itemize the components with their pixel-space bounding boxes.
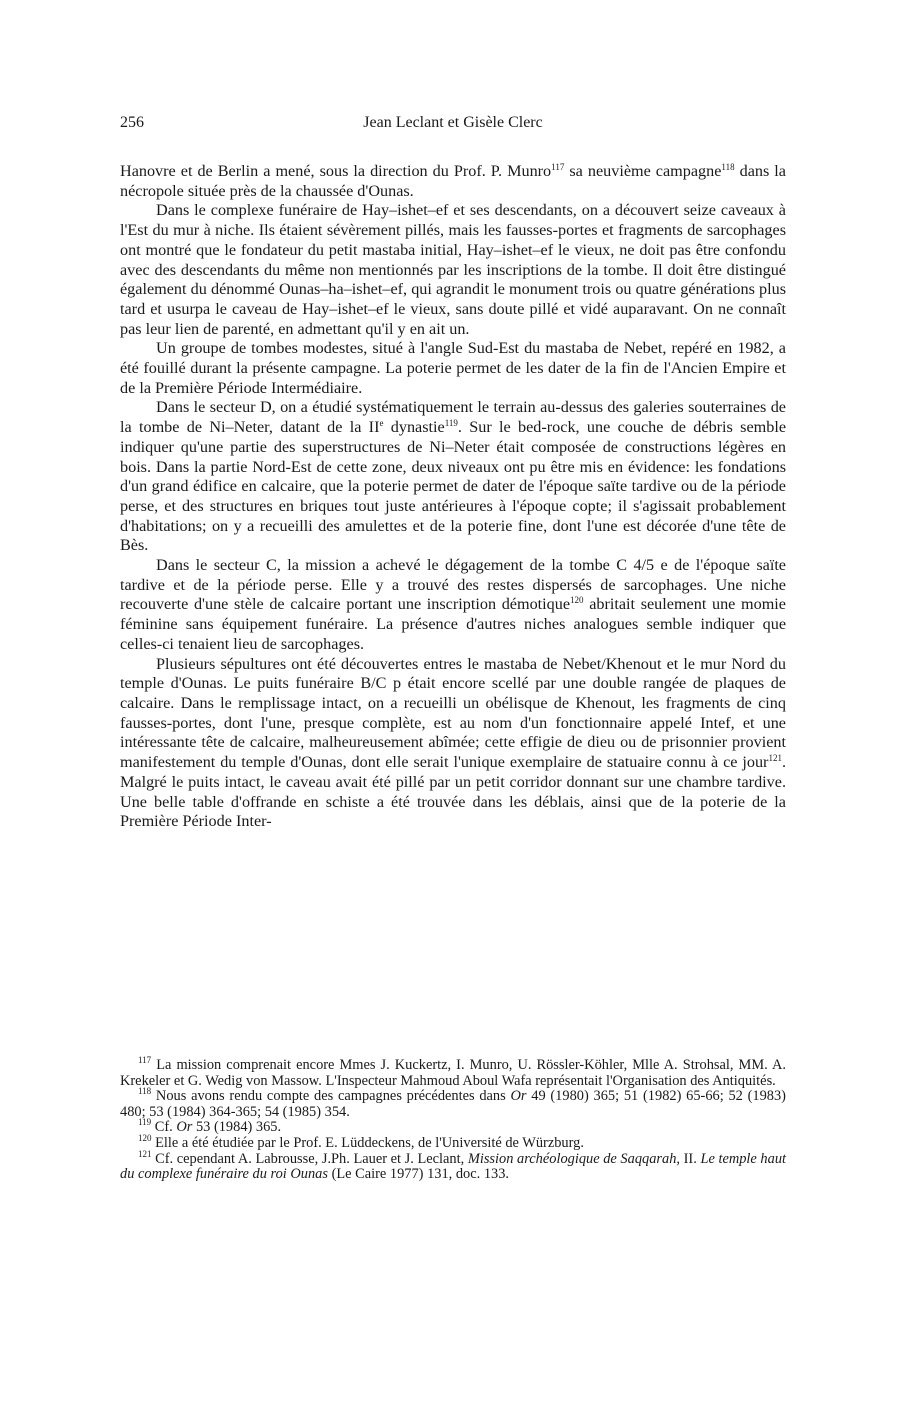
footnote-text: (Le Caire 1977) 131, doc. 133. bbox=[327, 1166, 510, 1183]
text-span: Hanovre et de Berlin a mené, sous la direction du Prof. P. Munro bbox=[120, 162, 552, 180]
text-span: Plusieurs sépultures ont été découvertes entres le mastaba de Nebet/Khenout et le mur Nord du temple d'Ounas. Le puits funéraire B/C p était encore scellé par une double rangée de plaques de calcaire. Dans le remplissage intact, on a recueilli un obélisque de Khenout, les fragments de cinq fausses-portes, dont l'une, presque complète, est au nom d'un fonctionnaire appelé Intef, et une intéressante tête de calcaire, malheureusement abîmée; cette effigie de dieu ou de prisonnier provient manifestement du temple d'Ounas, dont elle serait l'unique exemplaire de statuaire connu à ce jour bbox=[120, 654, 786, 772]
footnote-number: 120 bbox=[138, 1132, 152, 1143]
text-span: Dans le secteur C, la mission a achevé le dégagement de la tombe C 4/5 e de l'époque saïte tardive et de la période perse. Elle y a trouvé des restes dispersés de sarcophages. Une niche recouverte d'une stèle de calcaire portant une inscription démotique bbox=[120, 556, 786, 614]
paragraph-2: Dans le complexe funéraire de Hay–ishet–ef et ses descendants, on a découvert seize caveaux à l'Est du mur à niche. Ils étaient sévèrement pillés, mais les fausses-portes et fragments de sarcophages ont montré que le fondateur du petit mastaba initial, Hay–ishet–ef le vieux, ne doit pas être confondu avec des descendants du même non mentionnés par les inscriptions de la tombe. Il doit être distingué également du dénommé Ounas–ha–ishet–ef, qui agrandit le monument trois ou quatre générations plus tard et usurpa le caveau de Hay–ishet–ef le vieux, sans doute pillé et vidé auparavant. On ne connaît pas leur lien de parenté, en admettant qu'il y en ait un. bbox=[120, 201, 786, 338]
footnote-ref-120: 120 bbox=[570, 595, 584, 606]
footnote-119 bbox=[120, 1117, 786, 1136]
footnote-117 bbox=[120, 1055, 786, 1089]
footnote-120 bbox=[120, 1132, 786, 1152]
footnote-text: 49 (1980) 365; 51 (1982) 65-66; 52 (1983) 480; 53 (1984) 364-365; 54 (1985) 354. bbox=[120, 1088, 786, 1120]
text-span: abritait seulement une momie féminine sans équipement funéraire. La présence d'autres niches analogues semble indiquer que celles-ci tenaient lieu de sarcophages. bbox=[120, 595, 786, 653]
footnote-text: 53 (1984) 365. bbox=[192, 1119, 282, 1136]
text-span: . Sur le bed-rock, une couche de débris semble indiquer qu'une partie des superstructures de Ni–Neter était composée de constructions légères en bois. Dans la partie Nord-Est de cette zone, deux niveaux ont pu être mis en évidence: les fondations d'un grand édifice en calcaire, que la poterie permet de dater de l'époque saïte tardive ou de la période perse, et des structures en briques tout juste antérieures à l'époque copte; il s'agissait probablement d'habitations; on y a recueilli des amulettes et de la poterie fine, dont l'une est décorée d'une tête de Bès. bbox=[120, 418, 786, 555]
footnote-text: Elle a été étudiée par le Prof. E. Lüddeckens, de l'Université de Würzburg. bbox=[151, 1134, 584, 1151]
book-title: Mission archéologique de Saqqarah bbox=[467, 1150, 677, 1167]
footnote-ref-118: 118 bbox=[721, 162, 735, 172]
footnote-text: Cf. bbox=[151, 1119, 177, 1136]
footnotes bbox=[120, 1055, 787, 1183]
footnote-ref-119: 119 bbox=[444, 418, 458, 429]
running-head: Jean Leclant et Gisèle Clerc bbox=[363, 114, 543, 131]
footnote-118 bbox=[120, 1086, 786, 1120]
text-span: sa neuvième campagne bbox=[564, 162, 722, 180]
paragraph-5 bbox=[120, 556, 786, 655]
superscript-e: e bbox=[379, 418, 384, 429]
book-title: Le temple haut du complexe funéraire du roi Ounas bbox=[120, 1150, 787, 1183]
footnote-text: Nous avons rendu compte des campagnes précédentes dans bbox=[151, 1088, 511, 1105]
text-span: dynastie bbox=[383, 418, 445, 437]
footnote-text: , II. bbox=[676, 1150, 701, 1167]
footnote-number: 121 bbox=[138, 1148, 152, 1159]
page-header bbox=[120, 114, 786, 136]
text-span: . Malgré le puits intact, le caveau avait été pillé par un petit corridor donnant sur une chambre tardive. Une belle table d'offrande en schiste a été trouvée dans les déblais, ainsi que de la poterie de la Première Période Inter- bbox=[120, 753, 786, 831]
footnote-number: 117 bbox=[138, 1055, 152, 1065]
journal-abbrev: Or bbox=[176, 1119, 193, 1136]
text-span: Dans le secteur D, on a étudié systématiquement le terrain au-dessus des galeries souterraines de la tombe de Ni–Neter, datant de la II bbox=[120, 398, 786, 437]
main-text bbox=[120, 162, 786, 832]
footnote-text: Cf. cependant A. Labrousse, J.Ph. Lauer et J. Leclant, bbox=[151, 1150, 468, 1167]
paragraph-6 bbox=[120, 655, 786, 832]
footnote-ref-117: 117 bbox=[551, 162, 565, 172]
footnote-text: La mission comprenait encore Mmes J. Kuckertz, I. Munro, U. Rössler-Köhler, Mlle A. Strohsal, MM. A. Krekeler et G. Wedig von Massow. L'Inspecteur Mahmoud Aboul Wafa représentait l'Organisation des Antiquités. bbox=[120, 1057, 786, 1089]
journal-abbrev: Or bbox=[510, 1088, 527, 1105]
footnote-number: 119 bbox=[138, 1117, 152, 1128]
paragraph-3: Un groupe de tombes modestes, situé à l'angle Sud-Est du mastaba de Nebet, repéré en 1982, a été fouillé durant la présente campagne. La poterie permet de les dater de la fin de l'Ancien Empire et de la Première Période Intermédiaire. bbox=[120, 339, 786, 397]
footnote-121 bbox=[120, 1148, 787, 1183]
paragraph-4 bbox=[120, 398, 786, 556]
footnote-number: 118 bbox=[138, 1086, 152, 1097]
paragraph-1 bbox=[120, 162, 786, 201]
page-number: 256 bbox=[120, 114, 144, 131]
footnote-ref-121: 121 bbox=[768, 753, 782, 764]
text-span: dans la nécropole située près de la chaussée d'Ounas. bbox=[120, 162, 786, 200]
